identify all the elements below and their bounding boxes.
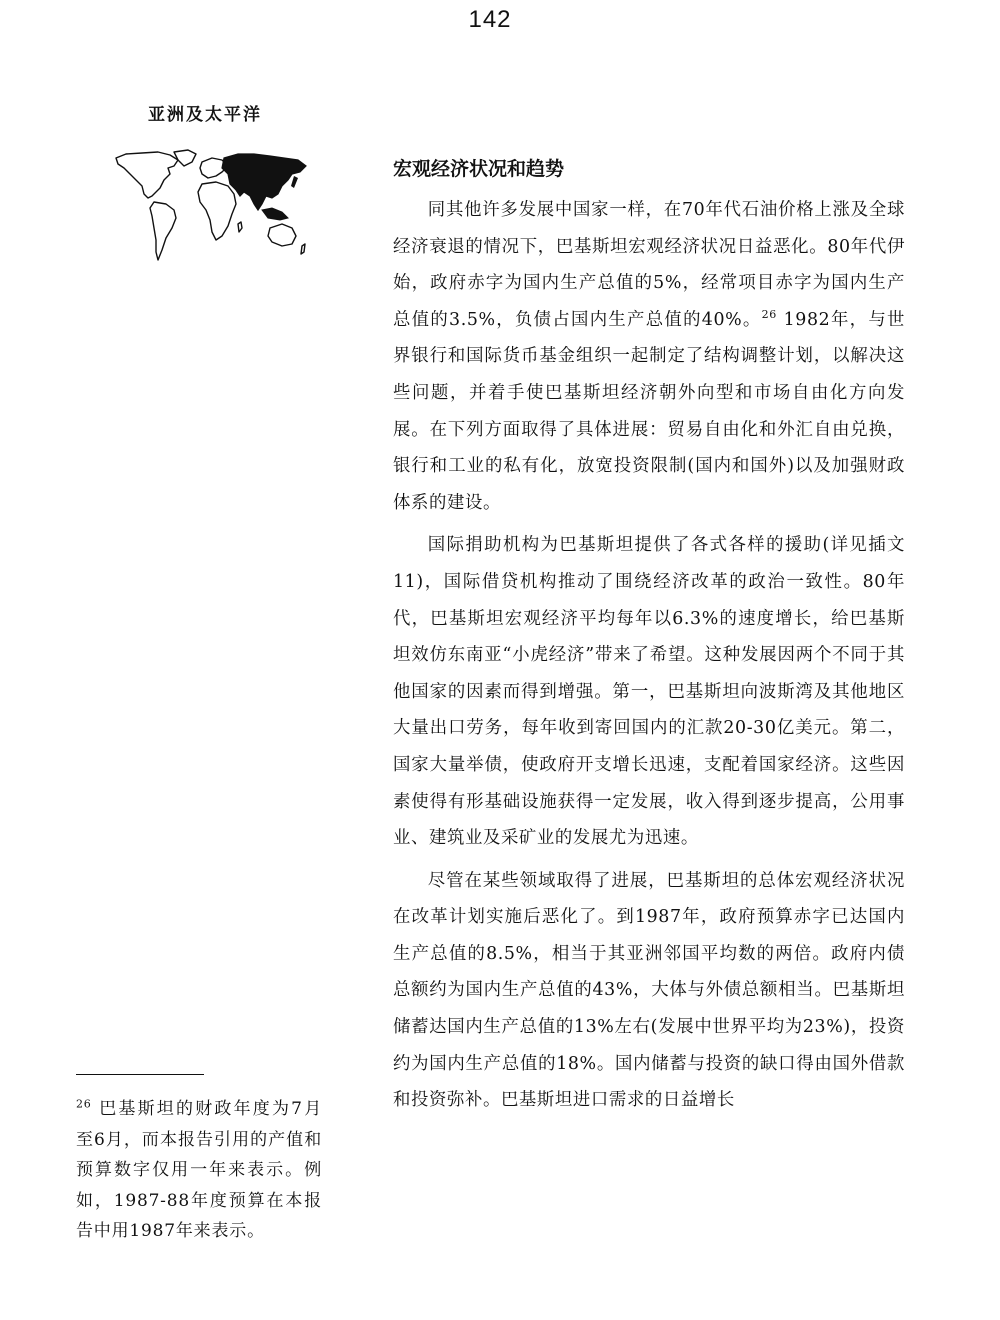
region-label: 亚洲及太平洋 bbox=[148, 105, 262, 125]
footnote-text: 巴基斯坦的财政年度为7月至6月，而本报告引用的产值和预算数字仅用一年来表示。例如，1987-88年度预算在本报告中用1987年来表示。 bbox=[76, 1099, 322, 1242]
main-text bbox=[393, 152, 905, 1125]
paragraph-1 bbox=[393, 192, 905, 521]
footnote-divider bbox=[76, 1074, 204, 1075]
paragraph-2: 国际捐助机构为巴基斯坦提供了各式各样的援助(详见插文11)，国际借贷机构推动了围绕经济改革的政治一致性。80年代，巴基斯坦宏观经济平均每年以6.3%的速度增长，给巴基斯坦效仿东南亚“小虎经济”带来了希望。这种发展因两个不同于其他国家的因素而得到增强。第一，巴基斯坦向波斯湾及其他地区大量出口劳务，每年收到寄回国内的汇款20-30亿美元。第二，国家大量举债，使政府开支增长迅速，支配着国家经济。这些因素使得有形基础设施获得一定发展，收入得到逐步提高，公用事业、建筑业及采矿业的发展尤为迅速。 bbox=[393, 535, 905, 849]
footnote-number: 26 bbox=[76, 1097, 92, 1111]
paragraph-1-continuation: 1982年，与世界银行和国际货币基金组织一起制定了结构调整计划，以解决这些问题，并着手使巴基斯坦经济朝外向型和市场自由化方向发展。在下列方面取得了具体进展：贸易自由化和外汇自由兑换，银行和工业的私有化，放宽投资限制(国内和国外)以及加强财政体系的建设。 bbox=[393, 309, 906, 513]
paragraph-1-text: 同其他许多发展中国家一样，在70年代石油价格上涨及全球经济衰退的情况下，巴基斯坦宏观经济状况日益恶化。80年代伊始，政府赤字为国内生产总值的5%，经常项目赤字为国内生产总值的3.5%，负债占国内生产总值的40%。 bbox=[393, 200, 905, 330]
page-number: 142 bbox=[468, 6, 512, 33]
section-heading: 宏观经济状况和趋势 bbox=[393, 158, 565, 180]
paragraph-3: 尽管在某些领域取得了进展，巴基斯坦的总体宏观经济状况在改革计划实施后恶化了。到1987年，政府预算赤字已达国内生产总值的8.5%，相当于其亚洲邻国平均数的两倍。政府内债总额约为国内生产总值的43%，大体与外债总额相当。巴基斯坦储蓄达国内生产总值的13%左右(发展中世界平均为23%)，投资约为国内生产总值的18%。国内储蓄与投资的缺口得由国外借款和投资弥补。巴基斯坦进口需求的日益增长 bbox=[393, 870, 905, 1111]
footnote bbox=[76, 1094, 322, 1247]
footnote-ref: 26 bbox=[761, 307, 777, 321]
world-map-icon bbox=[112, 148, 308, 266]
